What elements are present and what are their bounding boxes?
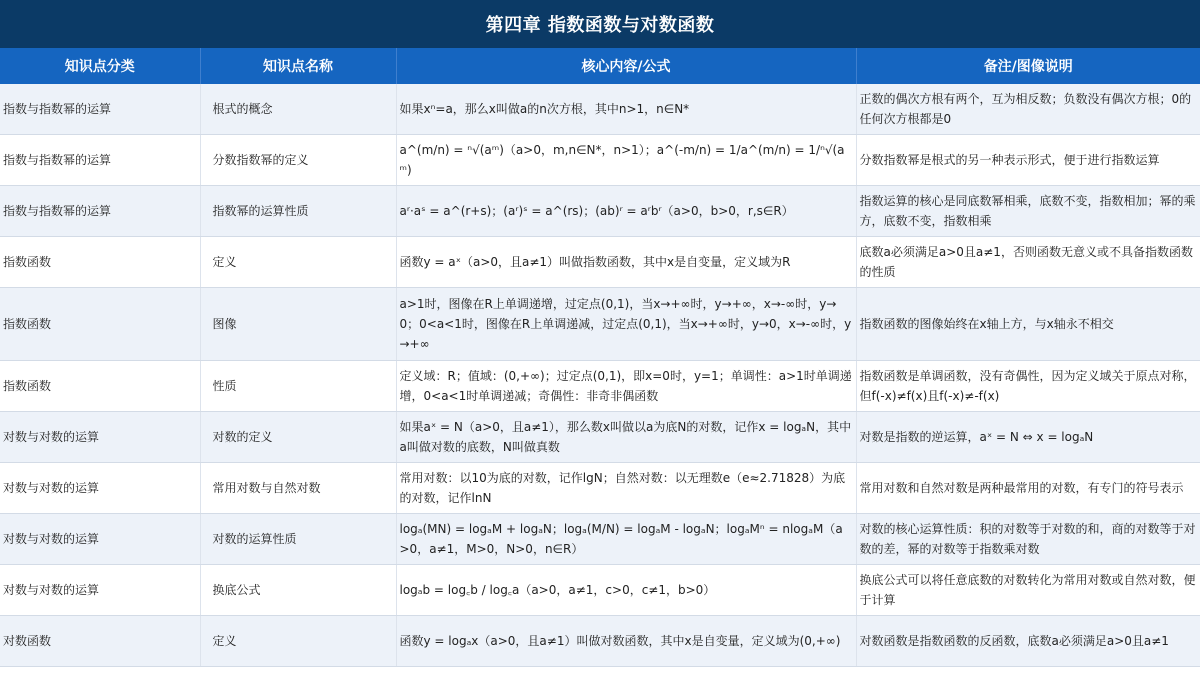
cell-name: 图像 [200,288,396,361]
cell-notes: 对数是指数的逆运算，aˣ = N ⇔ x = logₐN [856,412,1200,463]
table-row [0,361,1200,412]
table-header [0,48,1200,84]
cell-category: 对数与对数的运算 [0,565,200,616]
cell-name: 定义 [200,616,396,667]
cell-notes: 正数的偶次方根有两个，互为相反数；负数没有偶次方根；0的任何次方根都是0 [856,84,1200,135]
table-row [0,514,1200,565]
cell-content: a>1时，图像在R上单调递增，过定点(0,1)，当x→+∞时，y→+∞，x→-∞时，y→0；0<a<1时，图像在R上单调递减，过定点(0,1)，当x→+∞时，y→0，x→-∞时，y→+∞ [396,288,856,361]
table-row [0,186,1200,237]
cell-notes: 底数a必须满足a>0且a≠1，否则函数无意义或不具备指数函数的性质 [856,237,1200,288]
header-notes: 备注/图像说明 [856,48,1200,84]
header-content: 核心内容/公式 [396,48,856,84]
header-row [0,48,1200,84]
cell-category: 指数函数 [0,361,200,412]
cell-notes: 指数函数的图像始终在x轴上方，与x轴永不相交 [856,288,1200,361]
table-row [0,237,1200,288]
cell-name: 分数指数幂的定义 [200,135,396,186]
table-row [0,135,1200,186]
cell-content: 定义域：R；值域：(0,+∞)；过定点(0,1)，即x=0时，y=1；单调性：a>1时单调递增，0<a<1时单调递减；奇偶性：非奇非偶函数 [396,361,856,412]
table-row [0,84,1200,135]
cell-content: 如果aˣ = N（a>0，且a≠1），那么数x叫做以a为底N的对数，记作x = logₐN，其中a叫做对数的底数，N叫做真数 [396,412,856,463]
cell-name: 性质 [200,361,396,412]
cell-name: 对数的运算性质 [200,514,396,565]
cell-category: 对数与对数的运算 [0,463,200,514]
table-row [0,412,1200,463]
cell-category: 对数与对数的运算 [0,514,200,565]
table-row [0,616,1200,667]
cell-name: 换底公式 [200,565,396,616]
cell-category: 对数与对数的运算 [0,412,200,463]
cell-notes: 常用对数和自然对数是两种最常用的对数，有专门的符号表示 [856,463,1200,514]
cell-category: 指数函数 [0,237,200,288]
table-row [0,463,1200,514]
cell-content: logₐb = log꜀b / log꜀a（a>0，a≠1，c>0，c≠1，b>0） [396,565,856,616]
cell-name: 定义 [200,237,396,288]
cell-content: 常用对数：以10为底的对数，记作lgN；自然对数：以无理数e（e≈2.71828）为底的对数，记作lnN [396,463,856,514]
cell-content: 函数y = aˣ（a>0，且a≠1）叫做指数函数，其中x是自变量，定义域为R [396,237,856,288]
header-category: 知识点分类 [0,48,200,84]
cell-content: 函数y = logₐx（a>0，且a≠1）叫做对数函数，其中x是自变量，定义域为(0,+∞) [396,616,856,667]
cell-notes: 对数的核心运算性质：积的对数等于对数的和，商的对数等于对数的差，幂的对数等于指数乘对数 [856,514,1200,565]
cell-category: 指数与指数幂的运算 [0,186,200,237]
cell-category: 指数与指数幂的运算 [0,84,200,135]
page-title: 第四章 指数函数与对数函数 [0,0,1200,48]
cell-category: 指数函数 [0,288,200,361]
table-row [0,565,1200,616]
cell-name: 常用对数与自然对数 [200,463,396,514]
cell-category: 对数函数 [0,616,200,667]
header-name: 知识点名称 [200,48,396,84]
cell-name: 指数幂的运算性质 [200,186,396,237]
table-row [0,288,1200,361]
cell-notes: 分数指数幂是根式的另一种表示形式，便于进行指数运算 [856,135,1200,186]
cell-content: aʳ·aˢ = a^(r+s)；(aʳ)ˢ = a^(rs)；(ab)ʳ = aʳbʳ（a>0，b>0，r,s∈R） [396,186,856,237]
cell-category: 指数与指数幂的运算 [0,135,200,186]
table-body [0,84,1200,667]
cell-notes: 指数函数是单调函数，没有奇偶性，因为定义域关于原点对称，但f(-x)≠f(x)且f(-x)≠-f(x) [856,361,1200,412]
cell-notes: 指数运算的核心是同底数幂相乘，底数不变，指数相加；幂的乘方，底数不变，指数相乘 [856,186,1200,237]
knowledge-table [0,48,1200,667]
cell-notes: 换底公式可以将任意底数的对数转化为常用对数或自然对数，便于计算 [856,565,1200,616]
cell-name: 根式的概念 [200,84,396,135]
cell-notes: 对数函数是指数函数的反函数，底数a必须满足a>0且a≠1 [856,616,1200,667]
cell-name: 对数的定义 [200,412,396,463]
cell-content: logₐ(MN) = logₐM + logₐN；logₐ(M/N) = logₐM - logₐN；logₐMⁿ = nlogₐM（a>0，a≠1，M>0，N>0，n∈R） [396,514,856,565]
cell-content: 如果xⁿ=a，那么x叫做a的n次方根，其中n>1，n∈N* [396,84,856,135]
cell-content: a^(m/n) = ⁿ√(aᵐ)（a>0，m,n∈N*，n>1）；a^(-m/n) = 1/a^(m/n) = 1/ⁿ√(aᵐ) [396,135,856,186]
